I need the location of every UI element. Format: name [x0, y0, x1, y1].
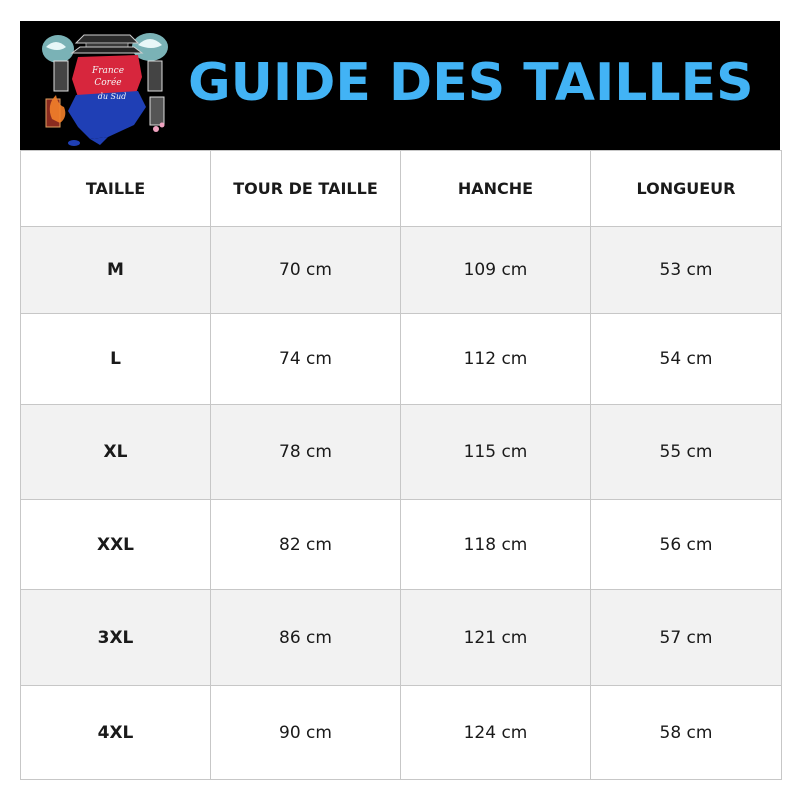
header-size: TAILLE	[21, 151, 211, 227]
table-row	[21, 590, 782, 686]
hip-cell: 109 cm	[401, 227, 591, 314]
table-row	[21, 314, 782, 405]
size-guide-sheet	[20, 21, 780, 743]
hip-cell: 118 cm	[401, 500, 591, 590]
size-table	[20, 150, 782, 780]
korea-map-logo-icon	[38, 27, 178, 149]
page-title: GUIDE DES TAILLES	[188, 53, 754, 113]
waist-cell: 90 cm	[211, 686, 401, 780]
size-cell: XXL	[21, 500, 211, 590]
length-cell: 56 cm	[591, 500, 782, 590]
header-waist: TOUR DE TAILLE	[211, 151, 401, 227]
header-banner	[20, 21, 780, 150]
size-cell: M	[21, 227, 211, 314]
length-cell: 53 cm	[591, 227, 782, 314]
waist-cell: 70 cm	[211, 227, 401, 314]
waist-cell: 82 cm	[211, 500, 401, 590]
size-cell: XL	[21, 405, 211, 500]
table-row	[21, 500, 782, 590]
size-cell: 3XL	[21, 590, 211, 686]
waist-cell: 86 cm	[211, 590, 401, 686]
hip-cell: 115 cm	[401, 405, 591, 500]
header-hip: HANCHE	[401, 151, 591, 227]
size-cell: L	[21, 314, 211, 405]
table-row	[21, 227, 782, 314]
hip-cell: 112 cm	[401, 314, 591, 405]
length-cell: 57 cm	[591, 590, 782, 686]
hip-cell: 121 cm	[401, 590, 591, 686]
logo-text-line-3: du Sud	[97, 92, 127, 101]
table-row	[21, 686, 782, 780]
length-cell: 58 cm	[591, 686, 782, 780]
logo-text-line-2: Corée	[94, 78, 122, 88]
length-cell: 55 cm	[591, 405, 782, 500]
length-cell: 54 cm	[591, 314, 782, 405]
header-length: LONGUEUR	[591, 151, 782, 227]
waist-cell: 78 cm	[211, 405, 401, 500]
table-header-row	[21, 151, 782, 227]
waist-cell: 74 cm	[211, 314, 401, 405]
table-row	[21, 405, 782, 500]
logo-text-line-1: France	[91, 66, 125, 76]
hip-cell: 124 cm	[401, 686, 591, 780]
size-cell: 4XL	[21, 686, 211, 780]
